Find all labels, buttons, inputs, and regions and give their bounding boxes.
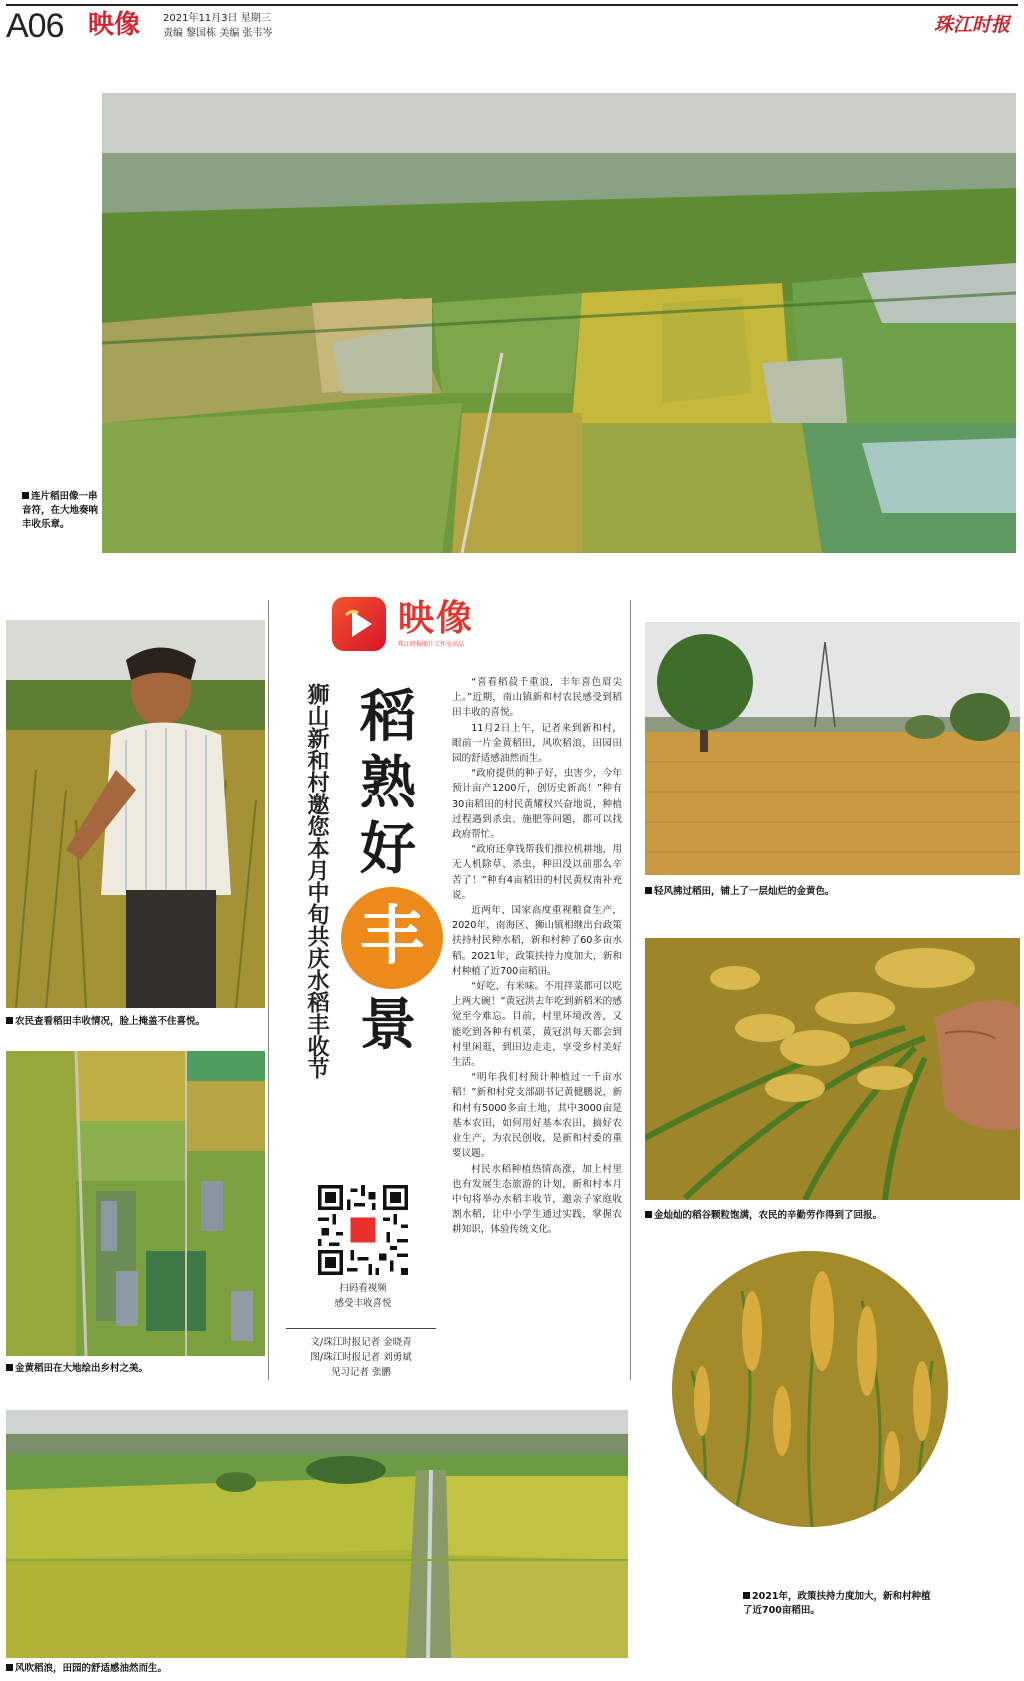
issue-credits: 责编 黎国栋 美编 张韦岑 [163,28,273,39]
wide-photo-caption-text: 风吹稻浪，田园的舒适感油然而生。 [15,1663,168,1674]
qr-caption-line-2: 感受丰收喜悦 [334,1298,392,1309]
header-rule [6,4,1018,6]
aerial-caption [22,490,100,532]
article-paragraph: “好吃，有米味。不用拌菜都可以吃上两大碗！”黄冠洪去年吃到新稻米的感觉至今难忘。目前，村里环境改善，又能吃到各种有机菜，黄冠洪每天都会到村里闲逛，到田边走走，享受乡村美好生活。 [452,981,622,1069]
tree-in-rice-field-photo [645,622,1020,875]
rice-field-wide-photo [6,1410,628,1658]
logo-title: 映像 [398,598,475,639]
village-aerial-photo [6,1051,265,1356]
newspaper-name: 珠江时报 [933,14,1010,36]
grain-hand-caption [645,1209,1020,1223]
caption-marker [22,492,29,499]
play-logo-icon [332,597,386,651]
headline-char-2: 熟 [360,750,416,816]
caption-marker [743,1592,750,1599]
byline-text-writer: 文/珠江时报记者 金晓青 [310,1337,412,1348]
round-photo-caption-text: 2021年，政策扶持力度加大，新和村种植了近700亩稻田。 [743,1591,931,1616]
video-qr-code[interactable] [318,1185,408,1275]
article-paragraph: “政府提供的种子好，虫害少，今年预计亩产1200斤，创历史新高！”种有30亩稻田的村民黄耀权兴奋地说，种植过程遇到杀虫、施肥等问题，都可以找政府帮忙。 [452,768,622,841]
tree-field-caption-text: 轻风拂过稻田，铺上了一层灿烂的金黄色。 [654,886,835,897]
caption-marker [645,1211,652,1218]
grain-hand-caption-text: 金灿灿的稻谷颗粒饱满，农民的辛勤劳作得到了回报。 [654,1210,883,1221]
page-number: A06 [6,7,64,45]
deck-headline: 狮山新和村邀您本月中旬共庆水稻丰收节 [304,683,329,1079]
aerial-caption-text: 连片稻田像一串音符，在大地奏响丰收乐章。 [22,491,99,530]
byline-photographer: 图/珠江时报记者 刘勇斌 [310,1352,412,1363]
caption-marker [6,1364,13,1371]
village-caption [6,1362,265,1376]
round-photo-caption [743,1590,933,1618]
farmer-caption [6,1015,265,1029]
headline-char-3: 好 [360,816,416,882]
column-divider-right [630,600,631,1380]
farmer-in-field-photo [6,620,265,1008]
article-paragraph: “喜看稻菽千重浪，丰年喜色眉尖上。”近期，南山镇新和村农民感受到稻田丰收的喜悦。 [452,677,622,719]
article-paragraph: 11月2日上午，记者来到新和村，眼前一片金黄稻田，风吹稻浪，田园田园的舒适感油然而生。 [452,722,622,765]
caption-marker [6,1664,13,1671]
rice-grain-in-hand-photo [645,938,1020,1200]
yingxiang-logo [332,595,572,655]
rice-closeup-round-photo [672,1251,948,1527]
article-paragraph: “政府还拿钱帮我们推拉机耕地，用无人机除草、杀虫，种田没以前那么辛苦了！”种有4亩稻田的村民黄权南补充说。 [452,844,622,901]
aerial-rice-field-photo [102,93,1016,553]
headline-char-1: 稻 [360,684,416,750]
section-name: 映像 [88,10,141,40]
caption-marker [645,887,652,894]
article-paragraph: 村民水稻种植热情高涨，加上村里也有发展生态旅游的计划，新和村本月中旬将举办水稻丰收节，邀亲子家庭收割水稻，让中小学生通过实践，掌握农耕知识，体验传统文化。 [452,1163,622,1236]
farmer-caption-text: 农民查看稻田丰收情况，脸上掩盖不住喜悦。 [15,1016,206,1027]
article-paragraph: 近两年，国家高度重视粮食生产，2020年，南海区、狮山镇相继出台政策扶持村民种水稻，新和村种了60多亩水稻。2021年，政策扶持力度加大，新和村种植了近700亩稻田。 [452,905,622,977]
qr-caption [298,1281,428,1311]
column-divider-left [268,600,269,1380]
wide-photo-caption [6,1662,628,1676]
caption-marker [6,1017,13,1024]
headline-char-4: 丰 [360,899,424,974]
village-caption-text: 金黄稻田在大地绘出乡村之美。 [15,1363,149,1374]
byline-trainee: 见习记者 张鹏 [330,1367,392,1378]
byline-rule [286,1328,436,1329]
feature-column [270,595,628,1395]
qr-caption-line-1: 扫码看视频 [339,1283,387,1294]
issue-date: 2021年11月3日 星期三 [163,13,271,24]
byline [286,1335,436,1380]
article-body [452,675,622,1238]
headline-char-5: 景 [360,992,416,1058]
logo-subtitle: 珠江时报图片工作室出品 [398,641,465,648]
article-paragraph: “明年我们村预计种植过一千亩水稻！”新和村党支部副书记黄健鹏说，新和村有5000多亩土地，其中3000亩是基本农田，如何用好基本农田，搞好农业生产，为农民创收，是新和村委的重要议题。 [452,1072,622,1160]
tree-field-caption [645,885,1020,899]
